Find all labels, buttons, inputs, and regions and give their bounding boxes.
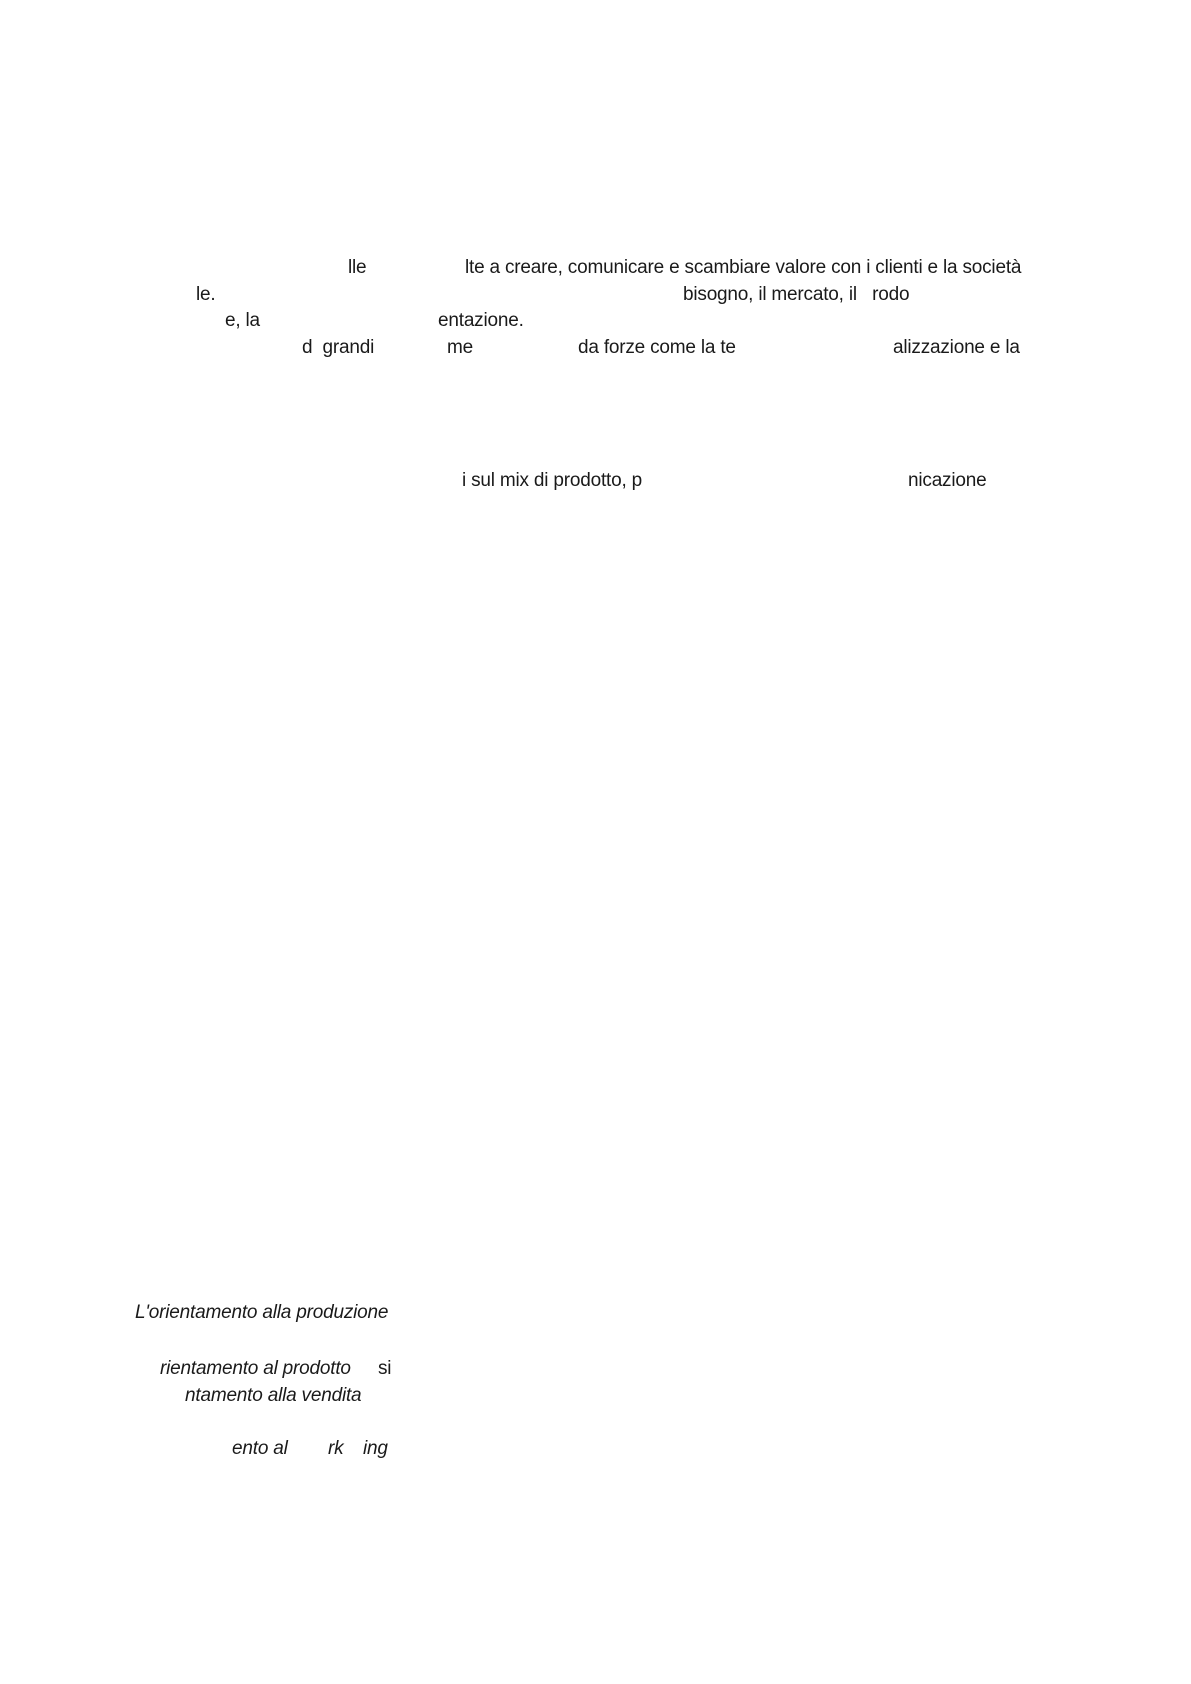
text-fragment-para1-line1-b: lte a creare, comunicare e scambiare valore con i clienti e la società xyxy=(465,257,1022,278)
text-fragment-para1-line4-a: d grandi xyxy=(302,337,375,358)
text-fragment-para3-line4-a: ento al xyxy=(232,1438,288,1459)
text-fragment-para3-line1-a: L'orientamento alla produzione xyxy=(135,1302,389,1323)
text-fragment-para1-line2-b: bisogno, il mercato, il rodo xyxy=(683,284,910,305)
text-fragment-para3-line4-c: ing xyxy=(363,1438,388,1459)
text-fragment-para1-line3-a: e, la xyxy=(225,310,260,331)
text-fragment-para2-line1-a: i sul mix di prodotto, p xyxy=(462,470,643,491)
text-fragment-para1-line4-c: da forze come la te xyxy=(578,337,736,358)
text-fragment-para3-line3-a: ntamento alla vendita xyxy=(185,1385,362,1406)
text-fragment-para3-line4-b: rk xyxy=(328,1438,344,1459)
text-fragment-para1-line4-d: alizzazione e la xyxy=(893,337,1020,358)
text-fragment-para3-line2-b: si xyxy=(378,1358,392,1379)
text-fragment-para1-line3-b: entazione. xyxy=(438,310,524,331)
text-fragment-para2-line1-b: nicazione xyxy=(908,470,987,491)
text-fragment-para3-line2-a: rientamento al prodotto xyxy=(160,1358,351,1379)
text-fragment-para1-line2-a: le. xyxy=(196,284,216,305)
text-fragment-para1-line1-a: lle xyxy=(348,257,367,278)
text-fragment-para1-line4-b: me xyxy=(447,337,473,358)
